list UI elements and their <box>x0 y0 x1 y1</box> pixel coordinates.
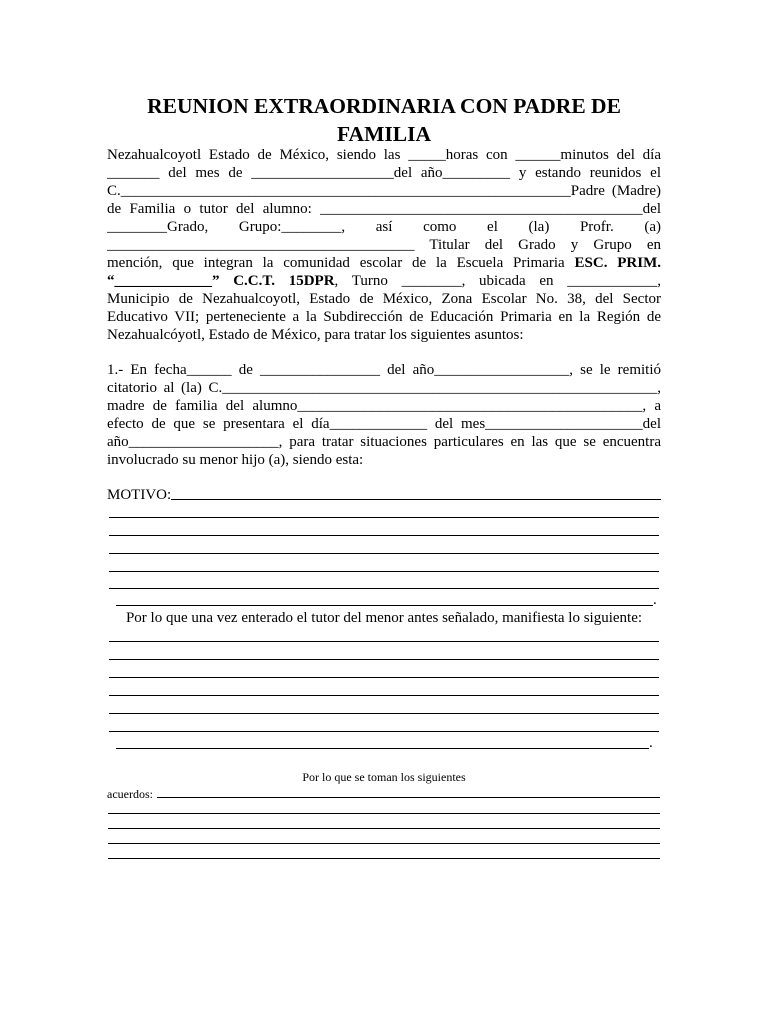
title-line-2: FAMILIA <box>337 122 431 146</box>
acuerdos-intro: Por lo que se toman los siguientes <box>302 770 466 784</box>
item1-line-2: citatorio al (la) C.__________________________________________________________, <box>107 380 661 396</box>
intro-line-8 <box>107 272 661 290</box>
intro-line-3: C.____________________________________________________________Padre (Madre) <box>107 183 661 199</box>
intro-line-8-text: , Turno ________, ubicada en ____________, <box>334 273 661 289</box>
intro-line-9: Municipio de Nezahualcoyotl, Estado de México, Zona Escolar No. 38, del Sector <box>107 291 661 307</box>
document-title <box>107 92 661 148</box>
motivo-rule <box>109 588 659 589</box>
acuerdos-rule <box>108 858 660 859</box>
intro-line-7-text: mención, que integran la comunidad escolar de la Escuela Primaria <box>107 255 575 271</box>
tutor-rule <box>109 695 659 696</box>
intro-line-11: Nezahualcóyotl, Estado de México, para tratar los siguientes asuntos: <box>107 327 524 343</box>
intro-line-1: Nezahualcoyotl Estado de México, siendo las _____horas con ______minutos del día <box>107 147 661 163</box>
motivo-line <box>171 499 661 500</box>
motivo-label: MOTIVO: <box>107 487 172 503</box>
motivo-rule <box>109 535 659 536</box>
motivo-rule <box>109 571 659 572</box>
motivo-rule <box>109 553 659 554</box>
item1-line-1: 1.- En fecha______ de ________________ del año__________________, se le remitió <box>107 362 661 378</box>
item1-line-3: madre de familia del alumno______________________________________________, a <box>107 398 661 414</box>
intro-line-5: ________Grado, Grupo:________, así como el (la) Profr. (a) <box>107 219 661 235</box>
tutor-statement: Por lo que una vez enterado el tutor del menor antes señalado, manifiesta lo siguiente: <box>125 610 643 626</box>
motivo-rule <box>109 517 659 518</box>
item1-line-4: efecto de que se presentara el día_____________ del mes_____________________del <box>107 416 661 432</box>
item1-line-6: involucrado su menor hijo (a), siendo esta: <box>107 452 364 468</box>
motivo-rule-last <box>116 605 653 606</box>
school-cct: “_____________” C.C.T. 15DPR <box>107 273 335 289</box>
tutor-rule <box>109 677 659 678</box>
acuerdos-rule <box>108 813 660 814</box>
tutor-rule <box>109 659 659 660</box>
title-line-1: REUNION EXTRAORDINARIA CON PADRE DE <box>147 94 621 118</box>
tutor-rule-last <box>116 748 649 749</box>
item1-line-5: año____________________, para tratar situaciones particulares en las que se encuentra <box>107 434 661 450</box>
tutor-rule <box>109 641 659 642</box>
school-name: ESC. PRIM. <box>574 255 661 271</box>
intro-line-7 <box>107 254 661 272</box>
acuerdos-rule <box>108 843 660 844</box>
acuerdos-rule <box>108 828 660 829</box>
intro-line-4: de Familia o tutor del alumno: ___________________________________________del <box>107 201 661 217</box>
acuerdos-line <box>157 797 660 798</box>
intro-line-2: _______ del mes de ___________________del año_________ y estando reunidos el <box>107 165 661 181</box>
motivo-period: . <box>653 592 657 608</box>
tutor-period: . <box>649 735 653 751</box>
intro-line-6: _________________________________________ Titular del Grado y Grupo en <box>107 237 661 253</box>
tutor-rule <box>109 713 659 714</box>
intro-line-10: Educativo VII; perteneciente a la Subdirección de Educación Primaria en la Región de <box>107 309 661 325</box>
tutor-rule <box>109 731 659 732</box>
acuerdos-label: acuerdos: <box>107 787 153 801</box>
